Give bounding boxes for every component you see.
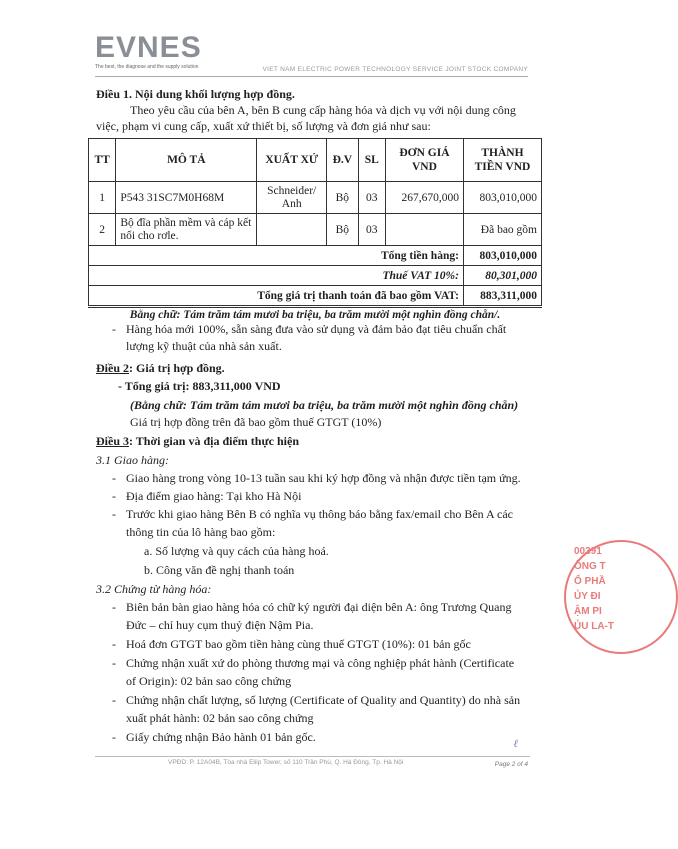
article2-label: Điều 2 xyxy=(96,361,129,375)
doc-quality-1: Chứng nhận chất lượng, số lượng (Certificate of Quality and Quantity) do nhà sản xyxy=(126,693,521,707)
cell-unit: Bộ xyxy=(327,214,358,246)
doc-invoice: Hoá đơn GTGT bao gồm tiền hàng cùng thuế GTGT (10%): 01 bản gốc xyxy=(126,637,471,651)
bullet: - xyxy=(112,489,116,503)
grand-total-row xyxy=(89,286,542,306)
amount-in-words: Bằng chữ: Tám trăm tám mươi ba triệu, ba trăm mười một nghìn đồng chẵn/. xyxy=(88,307,542,322)
article1-intro-2: việc, phạm vi cung cấp, xuất xứ thiết bị, số lượng và đơn giá như sau: xyxy=(96,119,431,133)
table-header-row xyxy=(89,139,542,182)
bullet: - xyxy=(112,693,116,707)
vat-value: 80,301,000 xyxy=(463,266,541,286)
cell-description: P543 31SC7M0H68M xyxy=(116,182,257,214)
section-3-2: 3.2 Chứng từ hàng hóa: xyxy=(96,582,212,596)
doc-warranty: Giấy chứng nhận Bảo hành 01 bản gốc. xyxy=(126,730,316,744)
article3-label: Điều 3 xyxy=(96,434,129,448)
article2-heading xyxy=(96,361,225,376)
cell-tt: 2 xyxy=(89,214,116,246)
delivery-place: Địa điểm giao hàng: Tại kho Hà Nội xyxy=(126,489,302,503)
total-label: Tổng tiền hàng: xyxy=(89,246,464,266)
contract-total-label: - Tổng giá trị: xyxy=(118,379,190,393)
col-header-description: MÔ TẢ xyxy=(116,139,257,182)
company-logo xyxy=(95,33,202,70)
items-table xyxy=(88,138,542,306)
logo-text: EVNES xyxy=(95,31,202,64)
article3-heading xyxy=(96,434,299,449)
cell-unit-price xyxy=(385,214,463,246)
footer-address: VPĐD: P. 12A04B, Tòa nhà Eliip Tower, số 110 Trần Phú, Q. Hà Đông, Tp. Hà Nội xyxy=(168,759,404,766)
cell-description: Bộ đĩa phần mềm và cáp kết nối cho rơle. xyxy=(116,214,257,246)
stamp-line: ỦY ĐI xyxy=(574,591,601,602)
col-header-quantity: SL xyxy=(358,139,385,182)
total-value: 803,010,000 xyxy=(463,246,541,266)
cell-quantity: 03 xyxy=(358,214,385,246)
col-header-origin: XUẤT XỨ xyxy=(257,139,327,182)
stamp-line: ẬM PI xyxy=(574,606,602,617)
bullet: - xyxy=(112,637,116,651)
stamp-line: 00391 xyxy=(574,546,602,557)
stamp-line: ỦU LA-T xyxy=(574,621,614,632)
cell-amount: Đã bao gồm xyxy=(463,214,541,246)
bullet: - xyxy=(112,471,116,485)
contract-total-value: 883,311,000 VND xyxy=(192,379,281,393)
contract-total xyxy=(118,379,281,394)
header-divider xyxy=(95,76,528,77)
cell-quantity: 03 xyxy=(358,182,385,214)
vat-label: Thuế VAT 10%: xyxy=(89,266,464,286)
cell-origin xyxy=(257,214,327,246)
doc-origin-1: Chứng nhận xuất xứ do phòng thương mại và công nghiệp phát hành (Certificate xyxy=(126,656,515,670)
delivery-item-b: b. Công văn đề nghị thanh toán xyxy=(144,563,295,577)
section-3-1: 3.1 Giao hàng: xyxy=(96,453,169,467)
footer-divider xyxy=(95,756,530,757)
cell-amount: 803,010,000 xyxy=(463,182,541,214)
doc-quality-2: xuất phát hành: 02 bản sao công chứng xyxy=(126,711,314,725)
col-header-amount: THÀNH TIỀN VND xyxy=(463,139,541,182)
article1-heading: Điều 1. Nội dung khối lượng hợp đồng. xyxy=(96,87,295,101)
page-number: Page 2 of 4 xyxy=(494,761,528,768)
bullet: - xyxy=(112,730,116,744)
col-header-tt: TT xyxy=(89,139,116,182)
doc-handover-1: Biên bản bàn giao hàng hóa có chữ ký người đại diện bên A: ông Trương Quang xyxy=(126,600,512,614)
cell-unit-price: 267,670,000 xyxy=(385,182,463,214)
cell-unit: Bộ xyxy=(327,182,358,214)
col-header-unit-price: ĐƠN GIÁ VND xyxy=(385,139,463,182)
note-new-goods-1: Hàng hóa mới 100%, sẵn sàng đưa vào sử dụng và đảm bảo đạt tiêu chuẩn chất xyxy=(126,322,507,336)
grand-total-value: 883,311,000 xyxy=(463,286,541,306)
delivery-notice-1: Trước khi giao hàng Bên B có nghĩa vụ thông báo bằng fax/email cho Bên A các xyxy=(126,507,513,521)
table-row xyxy=(89,214,542,246)
bullet: - xyxy=(112,600,116,614)
contract-total-words: (Bằng chữ: Tám trăm tám mươi ba triệu, ba trăm mười một nghìn đồng chẵn) xyxy=(130,398,519,412)
company-stamp xyxy=(564,540,678,654)
logo-tagline: The best, the diagnose and the supply solution xyxy=(95,64,199,70)
col-header-unit: Đ.V xyxy=(327,139,358,182)
article2-title: : Giá trị hợp đồng. xyxy=(129,361,225,375)
doc-origin-2: of Origin): 02 bản sao công chứng xyxy=(126,674,292,688)
bullet: - xyxy=(112,322,116,336)
vat-row xyxy=(89,266,542,286)
note-new-goods-2: lượng kỹ thuật của nhà sản xuất. xyxy=(126,339,282,353)
delivery-notice-2: thông tin của lô hàng bao gồm: xyxy=(126,525,276,539)
total-row xyxy=(89,246,542,266)
initial-mark: ℓ xyxy=(513,738,518,750)
cell-origin: Schneider/ Anh xyxy=(257,182,327,214)
cell-tt: 1 xyxy=(89,182,116,214)
article3-title: : Thời gian và địa điểm thực hiện xyxy=(129,434,299,448)
delivery-time: Giao hàng trong vòng 10-13 tuần sau khi ký hợp đồng và nhận được tiền tạm ứng. xyxy=(126,471,521,485)
vat-note: Giá trị hợp đồng trên đã bao gồm thuế GTGT (10%) xyxy=(130,415,382,429)
table-row xyxy=(89,182,542,214)
stamp-line: Ổ PHẦ xyxy=(574,576,606,587)
grand-total-label: Tổng giá trị thanh toán đã bao gồm VAT: xyxy=(89,286,464,306)
article1-intro-1: Theo yêu cầu của bên A, bên B cung cấp hàng hóa và dịch vụ với nội dung công xyxy=(130,103,516,117)
stamp-line: ÔNG T xyxy=(574,561,606,572)
company-name: VIET NAM ELECTRIC POWER TECHNOLOGY SERVICE JOINT STOCK COMPANY xyxy=(262,66,528,73)
bullet: - xyxy=(112,507,116,521)
doc-handover-2: Đức – chỉ huy cụm thuỷ điện Nậm Pia. xyxy=(126,618,314,632)
bullet: - xyxy=(112,656,116,670)
delivery-item-a: a. Số lượng và quy cách của hàng hoá. xyxy=(144,544,329,558)
